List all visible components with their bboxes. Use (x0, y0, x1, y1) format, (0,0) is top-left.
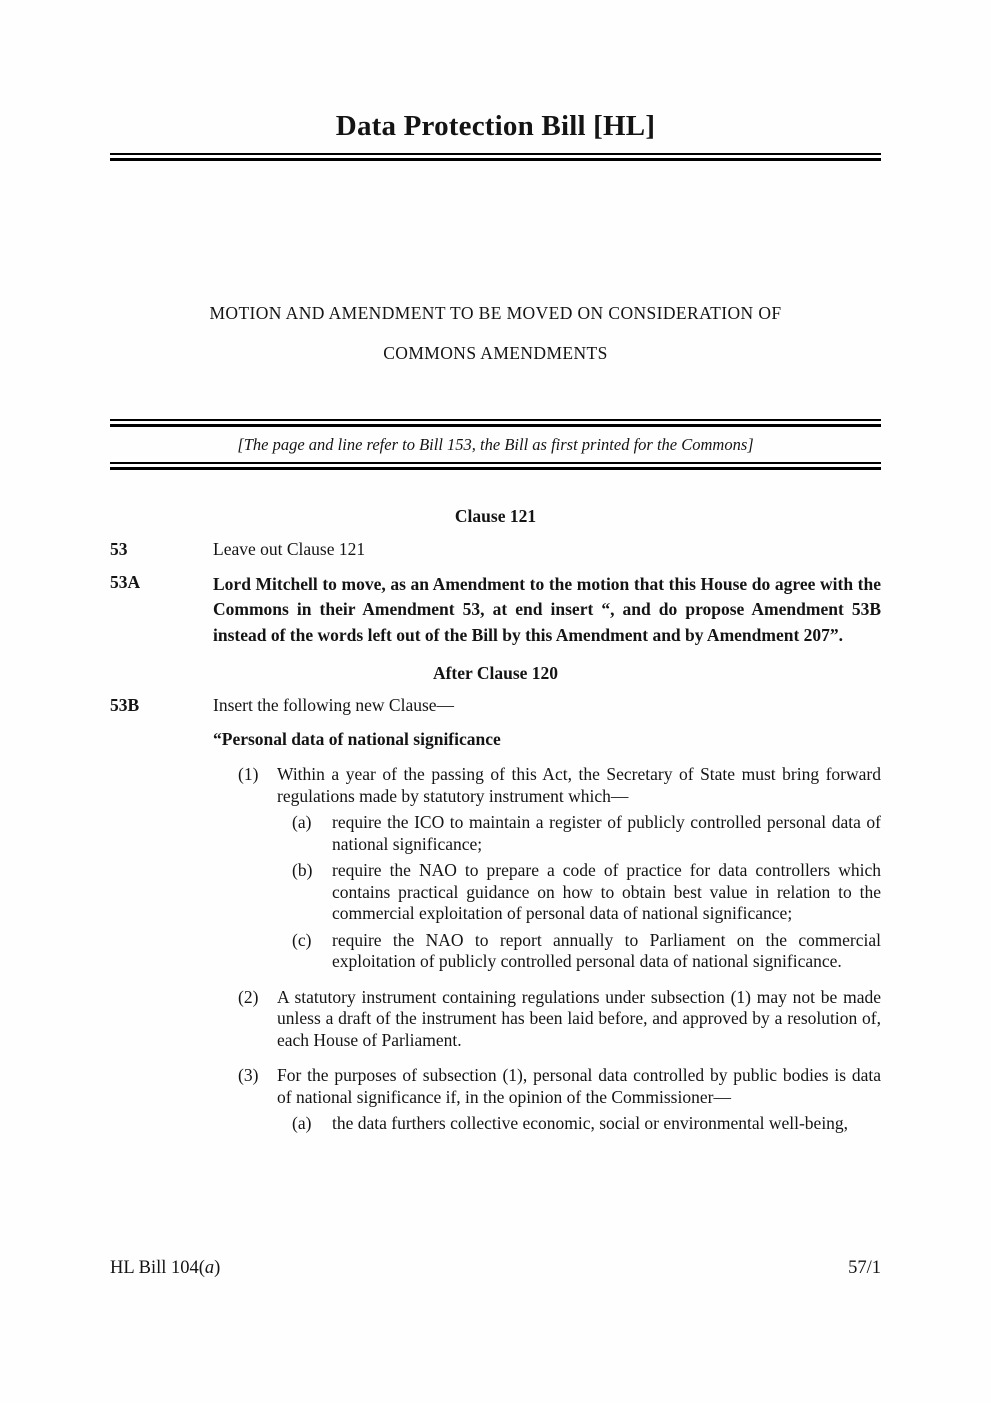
amendment-53B-number: 53B (110, 695, 140, 715)
footer-bill-number-prefix: HL Bill 104( (110, 1258, 205, 1278)
footer-bill-number (110, 1258, 220, 1279)
subsection-3 (213, 1065, 881, 1135)
amendment-53-text: Leave out Clause 121 (213, 539, 366, 559)
subsection-1 (213, 764, 881, 973)
footer-bill-number-suffix: ) (214, 1258, 221, 1278)
paragraph-1b-number: (b) (292, 860, 313, 880)
footer-bill-number-italic: a (204, 1258, 215, 1278)
paragraph-1b (292, 860, 881, 925)
reference-note-text: [The page and line refer to Bill 153, the Bill as first printed for the Commons] (237, 435, 754, 454)
note-bottom-rule-thick (110, 467, 881, 471)
page-footer (110, 1258, 881, 1279)
page-title: Data Protection Bill [HL] (335, 110, 656, 142)
amendment-53 (110, 539, 881, 561)
subsection-2-text: A statutory instrument containing regulations under subsection (1) may not be made unless a draft of the instrument has been laid before, and approved by a resolution of, each House of Parliament. (277, 986, 881, 1050)
paragraph-1c (292, 930, 881, 973)
paragraph-1a-text: require the ICO to maintain a register of publicly controlled personal data of national significance; (332, 812, 881, 854)
subsection-3-number: (3) (238, 1065, 259, 1085)
amendment-53B (110, 695, 881, 1135)
paragraph-1c-text: require the NAO to report annually to Parliament on the commercial exploitation of publicly controlled personal data of national significance. (332, 929, 881, 971)
note-bottom-rule (110, 462, 881, 470)
paragraph-1a (292, 812, 881, 855)
title-rule (110, 153, 881, 161)
note-top-rule (110, 419, 881, 427)
after-clause-120-heading: After Clause 120 (432, 663, 559, 683)
footer-page-reference: 57/1 (848, 1258, 881, 1278)
title-rule-thin (110, 153, 881, 155)
motion-heading-line1: MOTION AND AMENDMENT TO BE MOVED ON CONSIDERATION OF (209, 303, 782, 323)
paragraph-1a-number: (a) (292, 812, 312, 832)
subsection-3-text: For the purposes of subsection (1), personal data controlled by public bodies is data of national significance if, in the opinion of the Commissioner— (277, 1065, 881, 1107)
amendment-53B-body (213, 695, 881, 1135)
amendment-53A-text: Lord Mitchell to move, as an Amendment to the motion that this House do agree with the Commons in their Amendment 53, at end insert “, and do propose Amendment 53B instead of the words left out of the Bill by this Amendment and by Amendment 207”. (213, 573, 881, 645)
reference-note-box (110, 419, 881, 470)
subsection-2 (213, 987, 881, 1052)
amendment-53A (110, 572, 881, 649)
paragraph-3a-number: (a) (292, 1113, 312, 1133)
motion-heading-line2: COMMONS AMENDMENTS (383, 343, 608, 363)
subsection-1-text: Within a year of the passing of this Act, the Secretary of State must bring forward regulations made by statutory instrument which— (277, 764, 881, 806)
note-top-rule-thin (110, 419, 881, 421)
subsection-2-number: (2) (238, 986, 259, 1007)
amendment-53-number: 53 (110, 539, 128, 559)
motion-heading (110, 293, 881, 373)
amendment-53B-lead: Insert the following new Clause— (213, 695, 455, 715)
subsection-1-column (277, 764, 881, 973)
subsection-2-column (277, 987, 881, 1052)
page-content (110, 0, 881, 1135)
new-clause-title: “Personal data of national significance (213, 728, 501, 749)
amendment-53A-number: 53A (110, 571, 141, 592)
subsection-1-number: (1) (238, 764, 259, 784)
note-bottom-rule-thin (110, 462, 881, 464)
paragraph-3a (292, 1113, 881, 1135)
paragraph-3a-text: the data furthers collective economic, social or environmental well-being, (332, 1113, 849, 1133)
paragraph-1c-number: (c) (292, 929, 312, 950)
clause-121-heading: Clause 121 (454, 506, 537, 526)
paragraph-1b-text: require the NAO to prepare a code of practice for data controllers which contains practical guidance on how to obtain best value in relation to the commercial exploitation of personal data of national significance; (332, 860, 881, 923)
title-rule-thick (110, 158, 881, 162)
subsection-3-column (277, 1065, 881, 1135)
